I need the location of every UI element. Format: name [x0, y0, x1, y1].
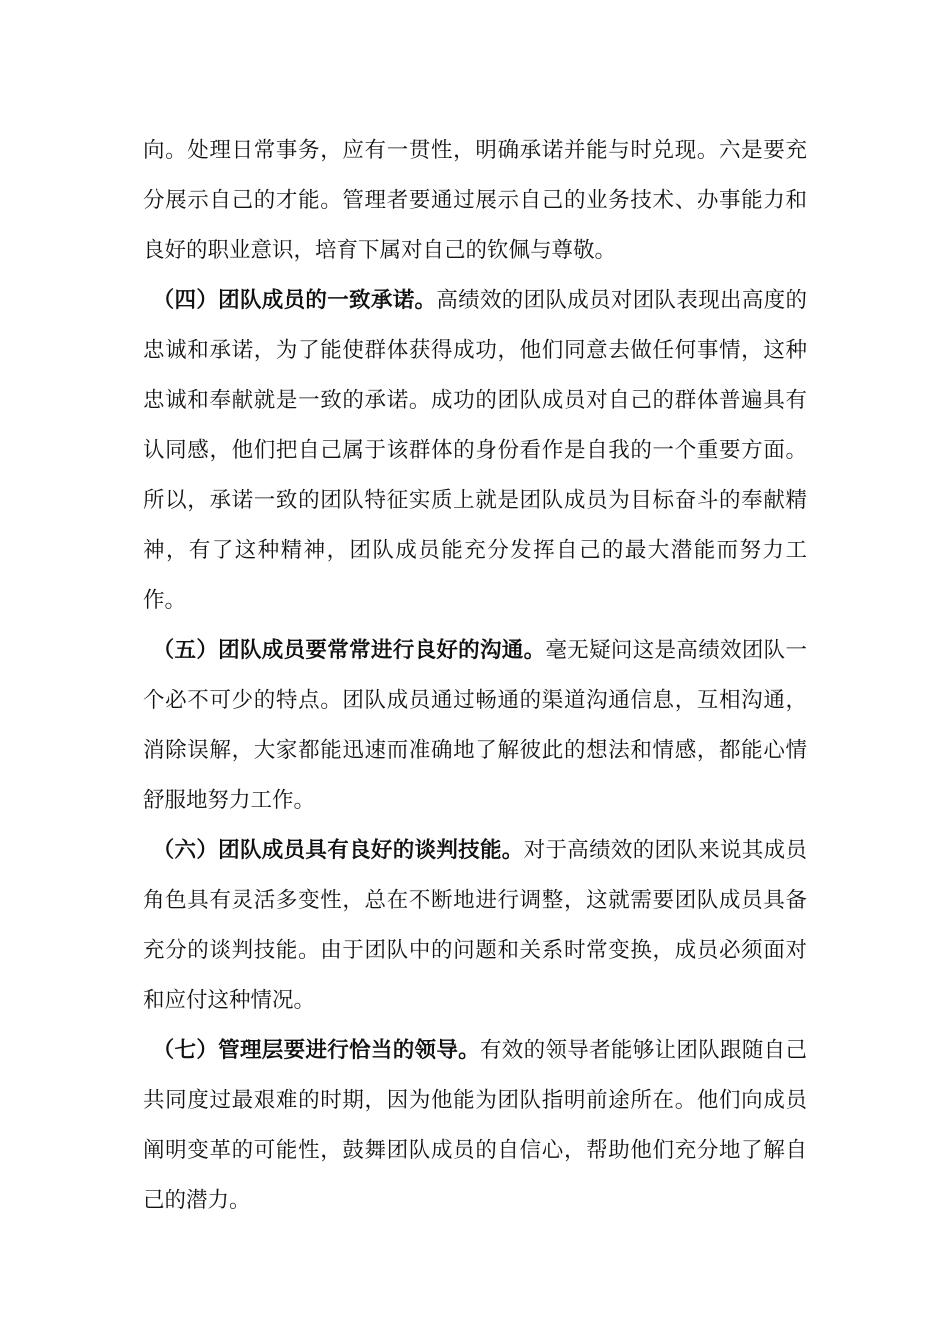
- paragraph-section-5: [143, 626, 807, 826]
- document-body: [143, 126, 807, 1226]
- paragraph-text: 对于高绩效的团队来说其成员角色具有灵活多变性，总在不断地进行调整，这就需要团队成员具备充分的谈判技能。由于团队中的问题和关系时常变换，成员必须面对和应付这种情况。: [143, 838, 807, 1013]
- paragraph-section-6: [143, 826, 807, 1026]
- section-heading: （六）团队成员具有良好的谈判技能。: [152, 838, 524, 863]
- section-heading: （七）管理层要进行恰当的领导。: [152, 1038, 480, 1063]
- paragraph-text: 毫无疑问这是高绩效团队一个必不可少的特点。团队成员通过畅通的渠道沟通信息，互相沟通，消除误解，大家都能迅速而准确地了解彼此的想法和情感，都能心情舒服地努力工作。: [143, 638, 807, 813]
- paragraph-text: 向。处理日常事务，应有一贯性，明确承诺并能与时兑现。六是要充分展示自己的才能。管理者要通过展示自己的业务技术、办事能力和良好的职业意识，培育下属对自己的钦佩与尊敬。: [143, 138, 807, 263]
- paragraph-section-4: [143, 276, 807, 626]
- paragraph-text: 高绩效的团队成员对团队表现出高度的忠诚和承诺，为了能使群体获得成功，他们同意去做任何事情，这种忠诚和奉献就是一致的承诺。成功的团队成员对自己的群体普遍具有认同感，他们把自己属于该群体的身份看作是自我的一个重要方面。所以，承诺一致的团队特征实质上就是团队成员为目标奋斗的奉献精神，有了这种精神，团队成员能充分发挥自己的最大潜能而努力工作。: [143, 288, 807, 613]
- paragraph-text: 有效的领导者能够让团队跟随自己共同度过最艰难的时期，因为他能为团队指明前途所在。他们向成员阐明变革的可能性，鼓舞团队成员的自信心，帮助他们充分地了解自己的潜力。: [143, 1038, 807, 1213]
- paragraph-continuation: [143, 126, 807, 276]
- section-heading: （四）团队成员的一致承诺。: [152, 288, 437, 313]
- paragraph-section-7: [143, 1026, 807, 1226]
- section-heading: （五）团队成员要常常进行良好的沟通。: [152, 638, 546, 663]
